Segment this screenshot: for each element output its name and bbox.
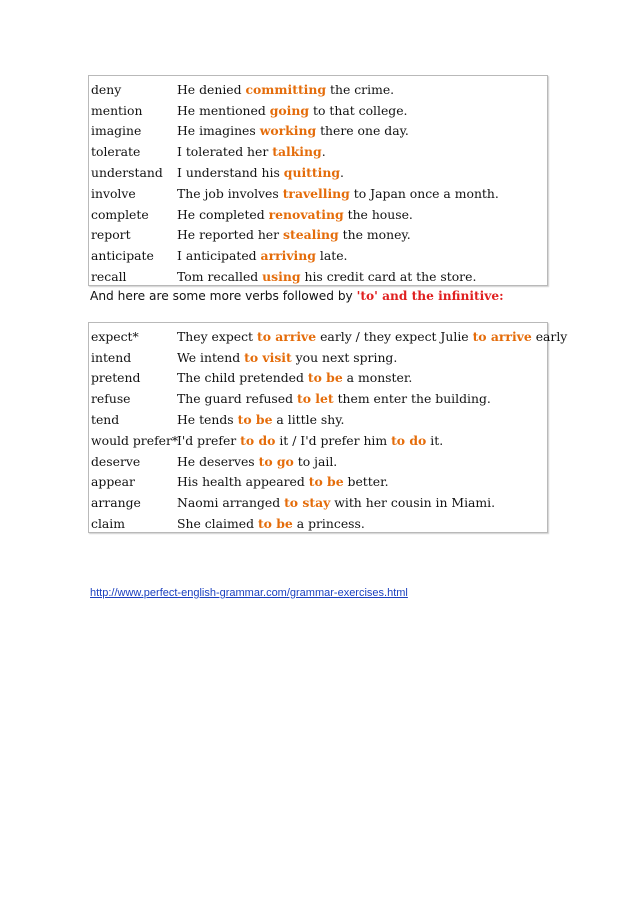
highlighted-verb-form: travelling xyxy=(282,185,350,201)
example-sentence xyxy=(177,516,365,531)
verb-cell: would prefer* xyxy=(91,432,179,448)
verb-cell: intend xyxy=(91,349,132,365)
sentence-text: She claimed xyxy=(177,516,258,532)
verb-cell: anticipate xyxy=(91,248,154,264)
highlighted-verb-form: going xyxy=(269,102,310,118)
sentence-text: I understand his xyxy=(177,165,284,181)
highlighted-verb-form: talking xyxy=(272,144,322,160)
verb-cell: tend xyxy=(91,412,120,428)
table-row xyxy=(89,79,547,100)
table-row xyxy=(89,347,547,368)
sentence-text: The guard refused xyxy=(177,391,297,407)
sentence-text: . xyxy=(321,144,326,160)
table-row xyxy=(89,162,547,183)
sentence-text: We intend xyxy=(177,349,245,365)
verb-cell: claim xyxy=(91,516,126,532)
highlighted-verb-form: to be xyxy=(307,370,343,386)
verb-cell: involve xyxy=(91,185,136,201)
highlighted-verb-form: to be xyxy=(237,412,273,428)
sentence-text: you next spring. xyxy=(291,349,398,365)
example-sentence xyxy=(177,391,491,406)
sentence-text: He deserves xyxy=(177,453,259,469)
verb-cell: imagine xyxy=(91,123,142,139)
highlighted-verb-form: to let xyxy=(297,391,334,407)
verb-cell: report xyxy=(91,227,131,243)
sentence-text: it. xyxy=(426,432,444,448)
sentence-text: to that college. xyxy=(309,102,408,118)
verb-cell: refuse xyxy=(91,391,131,407)
table-row xyxy=(89,183,547,204)
highlighted-verb-form: to stay xyxy=(284,495,331,511)
sentence-text: I tolerated her xyxy=(177,144,273,160)
sentence-text: a princess. xyxy=(292,516,365,532)
table-row xyxy=(89,492,547,513)
sentence-text: to jail. xyxy=(293,453,338,469)
example-sentence xyxy=(177,103,408,118)
sentence-text: Naomi arranged xyxy=(177,495,285,511)
table-row xyxy=(89,409,547,430)
example-sentence xyxy=(177,248,347,263)
infinitive-verb-table xyxy=(88,322,568,533)
highlighted-verb-form: to arrive xyxy=(256,328,317,344)
sentence-text: He mentioned xyxy=(177,102,270,118)
verb-cell: tolerate xyxy=(91,144,141,160)
sentence-text: He completed xyxy=(177,206,269,222)
highlighted-verb-form: to arrive xyxy=(472,328,532,344)
sentence-text: . xyxy=(340,165,344,181)
highlighted-verb-form: to visit xyxy=(244,349,292,365)
example-sentence xyxy=(177,454,337,469)
verb-cell: complete xyxy=(91,206,149,222)
example-sentence xyxy=(177,227,411,242)
sentence-text: them enter the building. xyxy=(333,391,491,407)
highlighted-verb-form: to do xyxy=(391,432,427,448)
sentence-text: there one day. xyxy=(316,123,409,139)
sentence-text: They expect xyxy=(177,328,257,344)
table-row xyxy=(89,100,547,121)
table-row xyxy=(89,121,547,142)
sentence-text: late. xyxy=(315,248,348,264)
sentence-text: with her cousin in Miami. xyxy=(330,495,496,511)
sentence-text: better. xyxy=(343,474,389,490)
table-row xyxy=(89,368,547,389)
sentence-text: He tends xyxy=(177,412,238,428)
intro-emphasis: 'to' and the infinitive: xyxy=(356,289,504,303)
sentence-text: early xyxy=(531,328,568,344)
highlighted-verb-form: to go xyxy=(258,453,294,469)
sentence-text: early / they expect Julie xyxy=(316,328,473,344)
sentence-text: The job involves xyxy=(177,185,283,201)
highlighted-verb-form: committing xyxy=(245,81,327,97)
example-sentence xyxy=(177,269,476,284)
example-sentence xyxy=(177,123,409,138)
table-row xyxy=(89,245,547,266)
example-sentence xyxy=(177,165,344,180)
grammar-exercises-link[interactable]: http://www.perfect-english-grammar.com/grammar-exercises.html xyxy=(90,587,408,599)
sentence-text: a monster. xyxy=(342,370,413,386)
highlighted-verb-form: arriving xyxy=(260,248,316,264)
table-row xyxy=(89,266,547,287)
verb-cell: recall xyxy=(91,269,127,285)
example-sentence xyxy=(177,186,499,201)
example-sentence xyxy=(177,474,389,489)
example-sentence xyxy=(177,207,413,222)
sentence-text: to Japan once a month. xyxy=(349,185,499,201)
highlighted-verb-form: to be xyxy=(308,474,344,490)
sentence-text: He imagines xyxy=(177,123,260,139)
table-row xyxy=(89,451,547,472)
table-row xyxy=(89,472,547,493)
verb-cell: pretend xyxy=(91,370,141,386)
gerund-verb-table xyxy=(88,75,548,286)
verb-cell: arrange xyxy=(91,495,141,511)
sentence-text: He denied xyxy=(177,81,246,97)
table-row xyxy=(89,225,547,246)
highlighted-verb-form: to do xyxy=(240,432,276,448)
example-sentence xyxy=(177,412,344,427)
highlighted-verb-form: quitting xyxy=(283,165,341,181)
verb-cell: understand xyxy=(91,165,163,181)
highlighted-verb-form: renovating xyxy=(268,206,344,222)
table-row xyxy=(89,430,547,451)
example-sentence xyxy=(177,144,326,159)
sentence-text: the house. xyxy=(343,206,413,222)
sentence-text: his credit card at the store. xyxy=(300,269,477,285)
table-row xyxy=(89,513,547,534)
sentence-text: The child pretended xyxy=(177,370,308,386)
table-row xyxy=(89,388,547,409)
infinitive-intro-text xyxy=(90,289,504,303)
example-sentence xyxy=(177,82,394,97)
sentence-text: the money. xyxy=(338,227,411,243)
table-row xyxy=(89,141,547,162)
verb-cell: appear xyxy=(91,474,135,490)
sentence-text: I anticipated xyxy=(177,248,261,264)
sentence-text: it / I'd prefer him xyxy=(275,432,392,448)
verb-cell: mention xyxy=(91,102,143,118)
table-row xyxy=(89,326,568,347)
example-sentence xyxy=(177,370,412,385)
sentence-text: Tom recalled xyxy=(177,269,263,285)
highlighted-verb-form: using xyxy=(262,269,301,285)
example-sentence xyxy=(177,329,567,344)
example-sentence xyxy=(177,495,495,510)
highlighted-verb-form: to be xyxy=(257,516,293,532)
example-sentence xyxy=(177,433,443,448)
sentence-text: He reported her xyxy=(177,227,284,243)
verb-cell: expect* xyxy=(91,328,139,344)
sentence-text: a little shy. xyxy=(272,412,345,428)
intro-text: And here are some more verbs followed by xyxy=(90,289,357,303)
sentence-text: His health appeared xyxy=(177,474,309,490)
example-sentence xyxy=(177,350,397,365)
table-row xyxy=(89,204,547,225)
sentence-text: I'd prefer xyxy=(177,432,241,448)
sentence-text: the crime. xyxy=(326,81,395,97)
highlighted-verb-form: working xyxy=(259,123,317,139)
highlighted-verb-form: stealing xyxy=(283,227,339,243)
verb-cell: deserve xyxy=(91,453,141,469)
verb-cell: deny xyxy=(91,81,122,97)
